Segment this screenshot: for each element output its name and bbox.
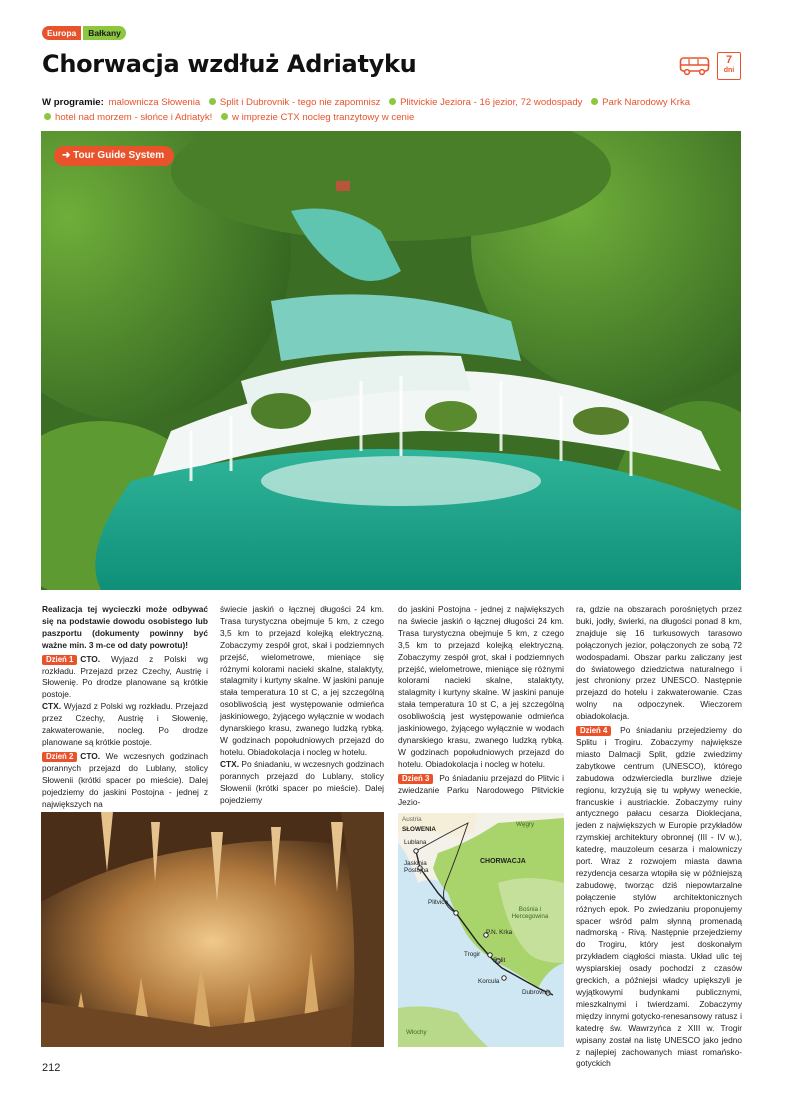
day-2-cto-continued: świecie jaskiń o łącznej długości 24 km. Trasa turystyczna obejmuje 5 km, z czego 3,5 km to przejazd kolejką elektryczną. Zobaczymy zespół grot, skał i podziemnych przejść, wielometrowe, mieniące się różnymi kolorami nacieki skalne, stalaktyty, stalagmity i kurtyny skalne. W jaskini panuje stała temperatura 10 st C, a jej szczególną osobliwością jest występowanie odmieńca jaskiniowego, żyjącego wyłącznie w wodach dynarskiego krasu, zwanego ludzką rybką. W godzinach popołudniowych przejazd do hotelu. Obiadokolacja i nocleg w hotelu. — [220, 604, 384, 757]
map-label-split: Split — [493, 957, 506, 964]
map-label-bosnia: Bośnia i Hercegowina — [511, 906, 549, 920]
page-title: Chorwacja wzdłuż Adriatyku — [42, 50, 417, 78]
tag-balkans[interactable]: Bałkany — [83, 26, 126, 40]
map-label-croatia: CHORWACJA — [480, 858, 526, 865]
programme-label: W programie: — [42, 97, 104, 108]
text-column-4 — [576, 604, 742, 1070]
programme-item: malownicza Słowenia — [108, 97, 201, 108]
text-column-1 — [42, 604, 208, 810]
region-tags — [42, 26, 126, 40]
bus-icon — [679, 56, 711, 76]
programme-item: Park Narodowy Krka — [602, 97, 691, 108]
day-2-cto-text: We wczesnych godzinach porannych przejazd do Lublany, stolicy Słowenii (krótki spacer po mieście). Dalej pojedziemy do jaskini Postojna - jednej z największych na — [42, 750, 208, 809]
programme-item: Split i Dubrovnik - tego nie zapomnisz — [219, 97, 381, 108]
route-map — [398, 813, 564, 1047]
duration-unit: dni — [723, 67, 735, 74]
day-1-ctx-text: Wyjazd z Polski wg rozkładu. Przejazd przez Czechy, Austrię i Słowenię, zakwaterowanie, nocleg. Po drodze planowane są krótkie postoje. — [42, 701, 208, 747]
programme-item: hotel nad morzem - słońce i Adriatyk! — [55, 112, 213, 123]
bullet-dot-icon — [591, 98, 598, 105]
text-column-2 — [220, 604, 384, 806]
duration-number: 7 — [725, 54, 733, 66]
ctx-label: CTX. — [220, 758, 240, 769]
programme-item: Plitvickie Jeziora - 16 jezior, 72 wodospady — [400, 97, 583, 108]
hero-waterfall-photo — [41, 131, 741, 590]
bullet-dot-icon — [44, 113, 51, 120]
map-label-korcula: Korcula — [478, 978, 500, 985]
cto-label: CTO. — [80, 750, 101, 761]
map-label-hungary: Węgry — [516, 821, 535, 828]
map-label-ljubljana: Lublana — [404, 839, 427, 846]
programme-item: w imprezie CTX nocleg tranzytowy w cenie — [231, 112, 415, 123]
day-1-badge: Dzień 1 — [42, 655, 77, 665]
tag-europe[interactable]: Europa — [42, 26, 81, 40]
map-label-dubrovnik: Dubrovnik — [522, 989, 551, 996]
map-label-postojna: Jaskinia Postojna — [404, 860, 429, 874]
map-label-plitvice: Plitvice — [428, 899, 448, 906]
tour-guide-system-badge[interactable]: ➜ Tour Guide System — [54, 146, 174, 166]
ctx-label: CTX. — [42, 701, 62, 712]
map-label-krka: P.N. Krka — [486, 929, 513, 936]
day-1-cto-text: Wyjazd z Polski wg rozkładu. Przejazd przez Czechy, Austrię i Słowenię. Po drodze planowane są krótkie postoje. — [42, 653, 208, 700]
page-number: 212 — [42, 1062, 61, 1074]
map-label-trogir: Trogir — [464, 951, 481, 958]
day-3-badge: Dzień 3 — [398, 774, 433, 784]
day-4-badge: Dzień 4 — [576, 726, 611, 736]
bullet-dot-icon — [221, 113, 228, 120]
bullet-dot-icon — [209, 98, 216, 105]
programme-highlights — [42, 95, 752, 125]
day-4-text: Po śniadaniu przejedziemy do Splitu i Trogiru. Zobaczymy największe miasto Dalmacji Split, gdzie zwiedzimy zabytkowe centrum (UNESCO), którego zabudowa odzwierciedla burzliwe dzieje regionu, krzyżują się tu wpływy weneckie, francuskie i austriackie. Zobaczymy ruiny antycznego pałacu cesarza Dioklecjana, jeden z największych w Europie przykładów rzymskiej architektury obronnej (III - IV w.), katedrę, mauzoleum cesarza i malowniczy port. Wraz z rozwojem miasta dawna rezydencja cesarza wtopiła się w późniejszą zabudowę, tworząc dziś niepowtarzalne połączenie stylów architektonicznych różnych epok. Po zwiedzaniu proponujemy spacer wśród palm słynną promenadą nadmorską - Rivą. Następnie przejedziemy do Trogiru, który jest doskonałym przykładem ciągłości miasta. Układ ulic tej wyspiarskiej osady pochodzi z czasów greckich, a późniejsi władcy upiększyli je wyjątkowymi budynkami publicznymi, mieszkalnymi i twierdzami. Zobaczymy między innymi gotycko-renesansowy ratusz i katedrę św. Wawrzyńca z XIII w. Trogir wpisany został na listę UNESCO jako jedno z najlepiej zachowanych miast romańsko-gotyckich — [576, 725, 742, 1069]
day-2-badge: Dzień 2 — [42, 752, 77, 762]
duration-badge — [717, 52, 741, 80]
cave-photo — [41, 812, 384, 1047]
day-3-continued: ra, gdzie na obszarach porośniętych przez buki, jodły, świerki, na długości ponad 8 km, znajduje się 16 turkusowych tarasowo połączonych jezior, połączonych ze sobą 72 wodospadami. Obszar parku zaliczany jest do światowego dziedzictwa naturalnego i jest chroniony przez UNESCO. Następnie przejazd do hotelu i zakwaterowanie. Czas wolny na odpoczynek. Wieczorem obiadokolacja. — [576, 604, 742, 722]
map-label-austria: Austria — [402, 816, 422, 823]
day-2-ctx-continued: do jaskini Postojna - jednej z największych na świecie jaskiń o łącznej długości 24 km. Trasa turystyczna obejmuje 5 km, z czego 3,5 km to przejazd kolejką elektryczną. Zobaczymy zespół grot, skał i podziemnych przejść, wielometrowe, mieniące się różnymi kolorami nacieki skalne, stalaktyty, stalagmity i kurtyny skalne. W jaskini panuje stała temperatura 10 st C, a jej szczególną osobliwością jest występowanie odmieńca jaskiniowego, żyjącego wyłącznie w wodach dynarskiego krasu, zwanego ludzką rybką. W godzinach popołudniowych przejazd do hotelu. Obiadokolacja i nocleg w hotelu. — [398, 604, 564, 769]
document-requirements-note: Realizacja tej wycieczki może odbywać się na podstawie dowodu osobistego lub paszportu (dokumenty powinny być ważne min. 3 m-ce od daty powrotu)! — [42, 604, 208, 650]
day-2-ctx-text: Po śniadaniu, w wczesnych godzinach porannych przejazd do Lublany, stolicy Słowenii (krótki spacer po mieście). Dalej pojedziemy — [220, 758, 384, 805]
bullet-dot-icon — [389, 98, 396, 105]
cto-label: CTO. — [80, 653, 101, 664]
day-3-text: Po śniadaniu przejazd do Plitvic i zwiedzanie Parku Narodowego Plitvickie Jezio- — [398, 772, 564, 807]
text-column-3 — [398, 604, 564, 808]
map-label-italy: Włochy — [406, 1029, 427, 1036]
map-label-slovenia: SŁOWENIA — [402, 826, 436, 833]
